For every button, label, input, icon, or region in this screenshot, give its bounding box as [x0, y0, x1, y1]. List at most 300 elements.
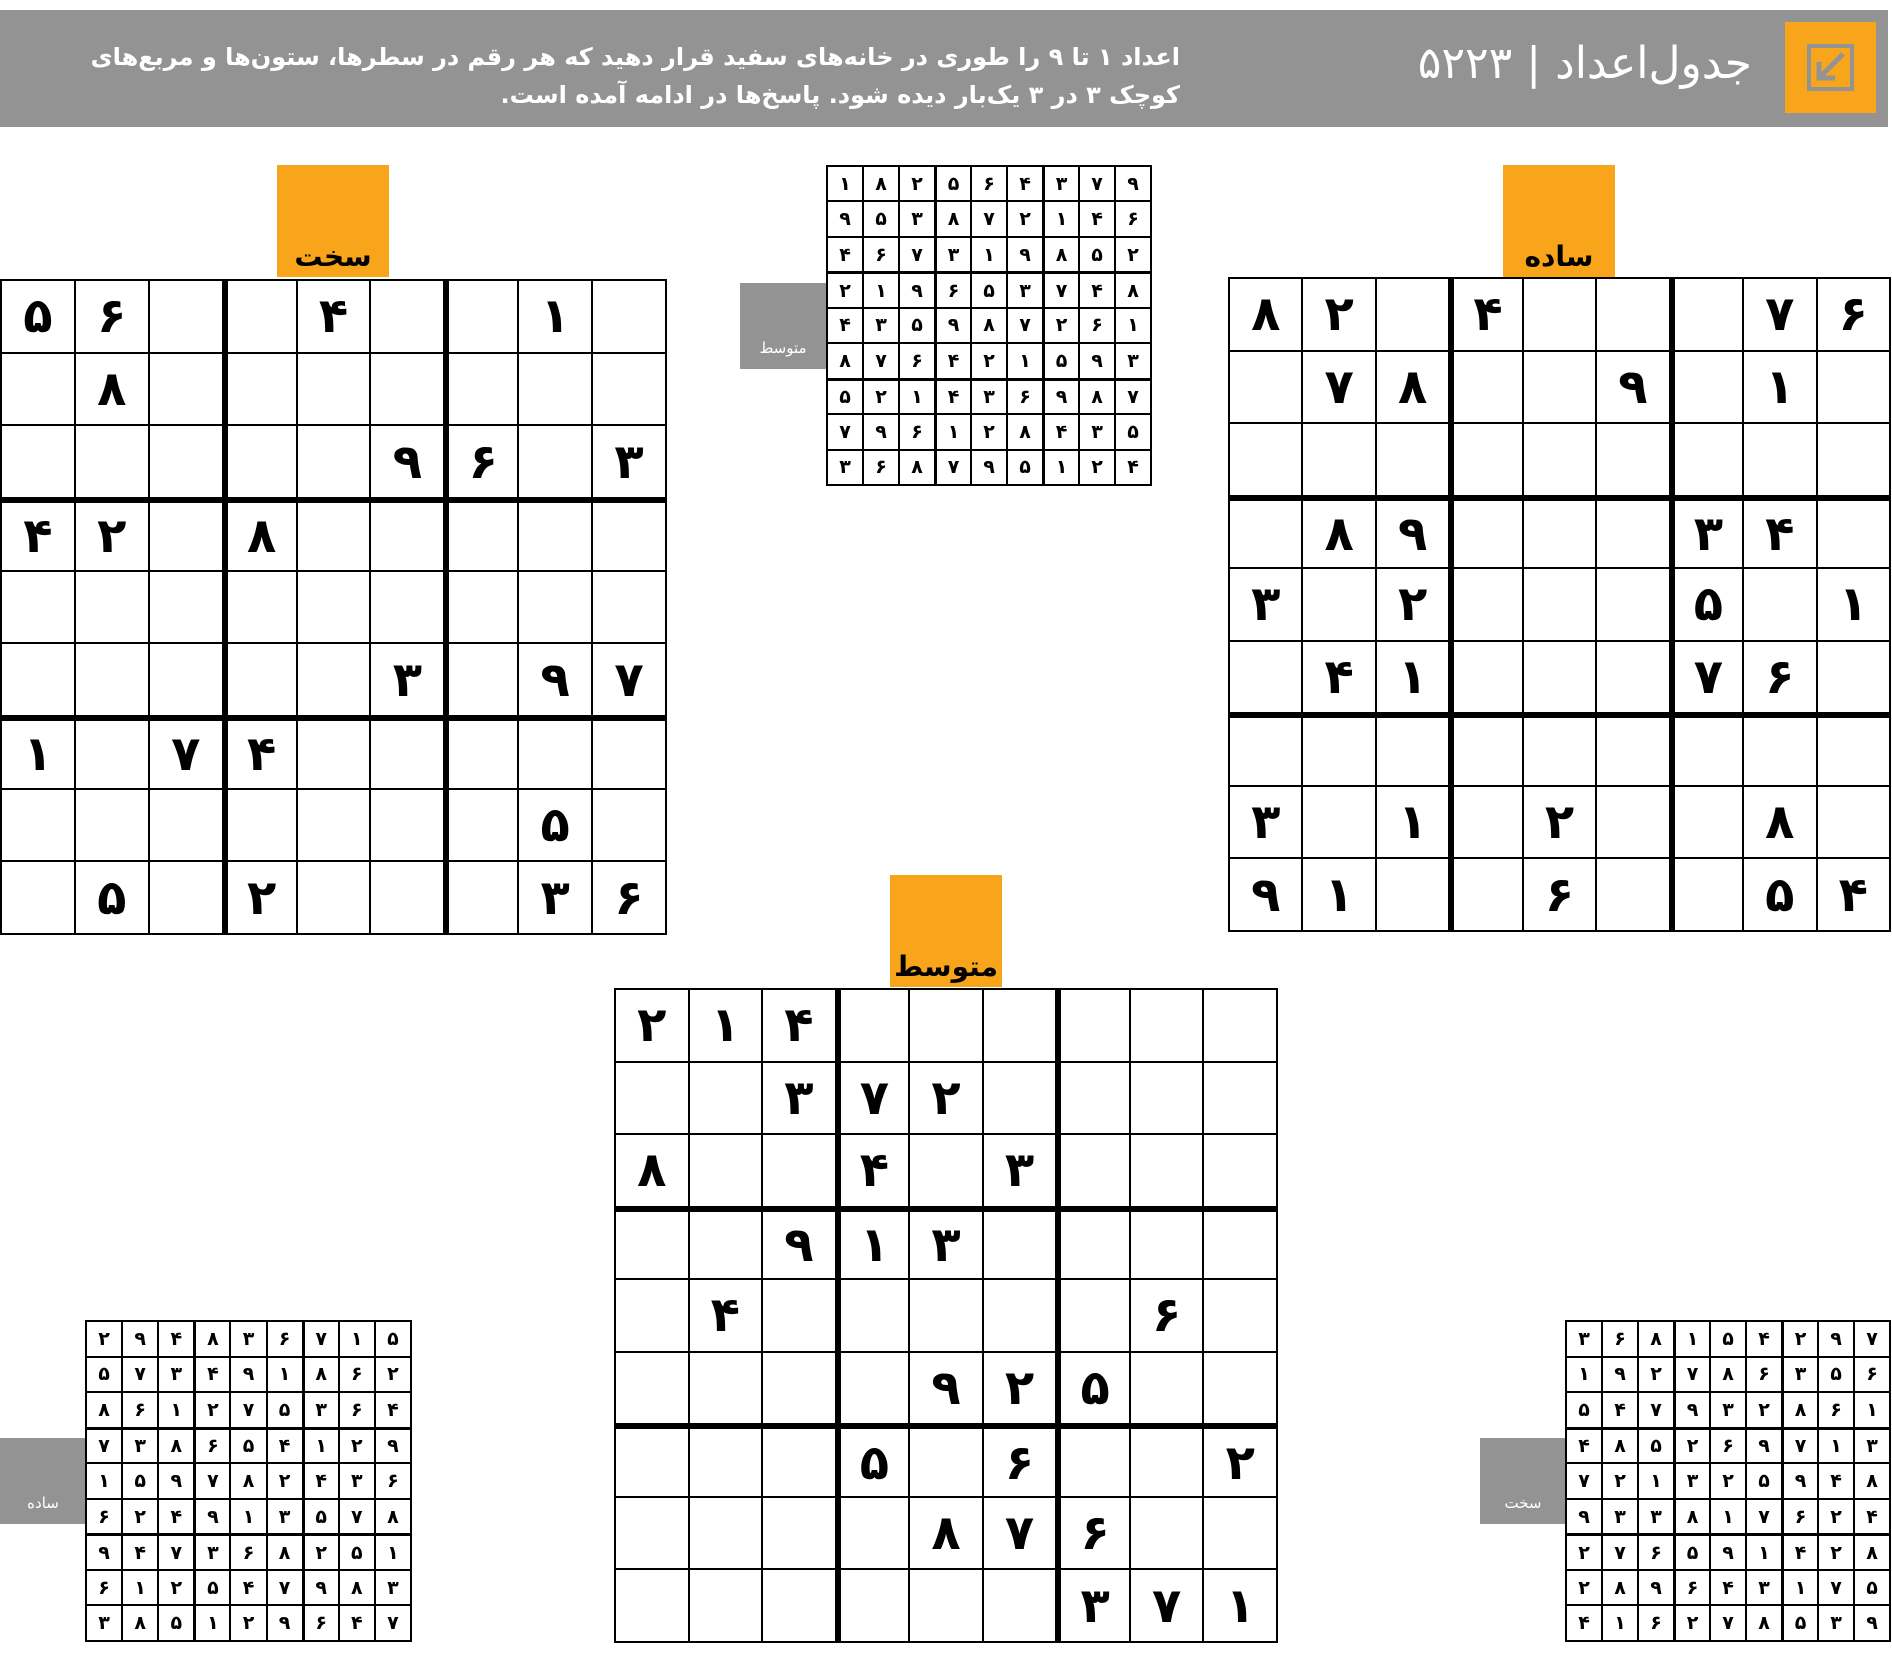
sudoku-cell[interactable]: [1449, 496, 1522, 569]
sudoku-cell[interactable]: [370, 571, 444, 644]
sudoku-cell[interactable]: [689, 1352, 763, 1425]
sudoku-cell[interactable]: [297, 643, 371, 716]
sudoku-cell[interactable]: [1302, 568, 1375, 641]
sudoku-cell[interactable]: ۳: [1229, 786, 1302, 859]
sudoku-cell[interactable]: [297, 716, 371, 789]
sudoku-cell[interactable]: [909, 1424, 983, 1497]
sudoku-cell[interactable]: [1817, 351, 1890, 424]
sudoku-cell[interactable]: ۴: [1, 498, 75, 571]
sudoku-cell[interactable]: [75, 789, 149, 862]
sudoku-cell[interactable]: [149, 571, 223, 644]
sudoku-cell[interactable]: [1056, 1279, 1130, 1352]
sudoku-cell[interactable]: ۳: [909, 1207, 983, 1280]
sudoku-cell[interactable]: [444, 571, 518, 644]
sudoku-cell[interactable]: ۵: [1743, 858, 1816, 931]
sudoku-cell[interactable]: [1743, 713, 1816, 786]
sudoku-cell[interactable]: ۴: [1302, 641, 1375, 714]
sudoku-cell[interactable]: [1302, 713, 1375, 786]
sudoku-cell[interactable]: [1449, 568, 1522, 641]
sudoku-cell: ۶: [1007, 379, 1043, 414]
sudoku-cell[interactable]: ۶: [1743, 641, 1816, 714]
sudoku-cell[interactable]: [1817, 713, 1890, 786]
sudoku-cell[interactable]: [615, 1062, 689, 1135]
sudoku-cell[interactable]: [836, 1497, 910, 1570]
sudoku-cell[interactable]: ۹: [1376, 496, 1449, 569]
sudoku-cell: ۴: [158, 1321, 194, 1357]
sudoku-cell[interactable]: [297, 861, 371, 934]
sudoku-cell: ۸: [863, 166, 899, 201]
sudoku-cell[interactable]: ۶: [983, 1424, 1057, 1497]
sudoku-cell[interactable]: [223, 571, 297, 644]
sudoku-cell[interactable]: ۱: [1, 716, 75, 789]
sudoku-cell[interactable]: [592, 280, 666, 353]
sudoku-cell: ۶: [1854, 1357, 1890, 1393]
sudoku-cell[interactable]: [1449, 351, 1522, 424]
sudoku-cell[interactable]: [1056, 1207, 1130, 1280]
sudoku-cell[interactable]: [1596, 278, 1669, 351]
sudoku-cell[interactable]: ۴: [762, 989, 836, 1062]
sudoku-cell[interactable]: ۶: [1130, 1279, 1204, 1352]
sudoku-cell[interactable]: [223, 425, 297, 498]
sudoku-cell: ۶: [971, 166, 1007, 201]
sudoku-cell[interactable]: [1596, 641, 1669, 714]
sudoku-cell[interactable]: [1056, 1062, 1130, 1135]
sudoku-cell[interactable]: ۳: [1229, 568, 1302, 641]
sudoku-cell[interactable]: [689, 1134, 763, 1207]
sudoku-cell[interactable]: [762, 1497, 836, 1570]
sudoku-cell[interactable]: [370, 789, 444, 862]
sudoku-cell[interactable]: [297, 571, 371, 644]
sudoku-cell[interactable]: [444, 353, 518, 426]
sudoku-cell: ۱: [1007, 343, 1043, 378]
sudoku-cell[interactable]: [983, 1062, 1057, 1135]
sudoku-cell[interactable]: [592, 498, 666, 571]
sudoku-cell: ۴: [303, 1463, 339, 1499]
sudoku-cell[interactable]: [1670, 423, 1743, 496]
sudoku-cell[interactable]: [370, 716, 444, 789]
sudoku-cell[interactable]: [518, 353, 592, 426]
sudoku-cell[interactable]: ۷: [1130, 1569, 1204, 1642]
sudoku-cell[interactable]: [762, 1279, 836, 1352]
sudoku-cell[interactable]: [1817, 423, 1890, 496]
sudoku-cell: ۷: [935, 450, 971, 485]
sudoku-cell[interactable]: [1229, 641, 1302, 714]
sudoku-cell: ۷: [1602, 1534, 1638, 1570]
sudoku-cell[interactable]: ۲: [909, 1062, 983, 1135]
sudoku-cell[interactable]: [149, 498, 223, 571]
sudoku-cell[interactable]: ۵: [518, 789, 592, 862]
sudoku-cell[interactable]: [1743, 568, 1816, 641]
sudoku-cell[interactable]: [909, 1134, 983, 1207]
sudoku-cell[interactable]: [1596, 496, 1669, 569]
sudoku-cell[interactable]: [1130, 1062, 1204, 1135]
sudoku-cell[interactable]: [297, 425, 371, 498]
sudoku-cell[interactable]: [75, 425, 149, 498]
sudoku-cell[interactable]: ۸: [1302, 496, 1375, 569]
sudoku-cell[interactable]: [1523, 423, 1596, 496]
sudoku-cell: ۵: [194, 1570, 230, 1606]
sudoku-cell[interactable]: [75, 716, 149, 789]
sudoku-cell[interactable]: [836, 1352, 910, 1425]
sudoku-cell[interactable]: [444, 861, 518, 934]
sudoku-cell[interactable]: [1, 643, 75, 716]
sudoku-cell[interactable]: ۲: [983, 1352, 1057, 1425]
sudoku-cell[interactable]: [615, 1424, 689, 1497]
sudoku-cell[interactable]: [297, 789, 371, 862]
sudoku-cell[interactable]: [1523, 568, 1596, 641]
sudoku-cell[interactable]: ۷: [149, 716, 223, 789]
sudoku-cell: ۷: [1115, 379, 1151, 414]
sudoku-cell[interactable]: [1670, 351, 1743, 424]
sudoku-cell[interactable]: ۹: [1229, 858, 1302, 931]
sudoku-cell[interactable]: ۱: [518, 280, 592, 353]
sudoku-cell[interactable]: ۷: [1302, 351, 1375, 424]
sudoku-cell[interactable]: [1130, 1424, 1204, 1497]
sudoku-cell[interactable]: [1203, 1134, 1277, 1207]
sudoku-cell[interactable]: [1203, 1497, 1277, 1570]
sudoku-cell[interactable]: [1229, 713, 1302, 786]
sudoku-cell[interactable]: [1596, 713, 1669, 786]
sudoku-cell[interactable]: [370, 353, 444, 426]
sudoku-cell: ۱: [1638, 1463, 1674, 1499]
sudoku-cell[interactable]: [689, 1497, 763, 1570]
sudoku-cell[interactable]: [297, 353, 371, 426]
sudoku-cell[interactable]: [1203, 1062, 1277, 1135]
sudoku-cell[interactable]: [1, 353, 75, 426]
sudoku-cell[interactable]: ۵: [75, 861, 149, 934]
sudoku-cell[interactable]: ۴: [223, 716, 297, 789]
sudoku-cell: ۹: [1079, 343, 1115, 378]
sudoku-cell[interactable]: ۱: [1302, 858, 1375, 931]
sudoku-cell[interactable]: [1130, 1207, 1204, 1280]
sudoku-cell[interactable]: [75, 571, 149, 644]
easy-answer-grid: [85, 1320, 412, 1642]
sudoku-cell: ۵: [971, 272, 1007, 307]
sudoku-cell[interactable]: ۵: [1670, 568, 1743, 641]
sudoku-cell[interactable]: [762, 1134, 836, 1207]
sudoku-cell[interactable]: [1523, 496, 1596, 569]
sudoku-cell[interactable]: [370, 861, 444, 934]
sudoku-cell: ۴: [122, 1534, 158, 1570]
sudoku-cell: ۴: [1566, 1428, 1602, 1464]
sudoku-cell: ۳: [1638, 1499, 1674, 1535]
sudoku-cell[interactable]: [1, 425, 75, 498]
sudoku-cell: ۷: [158, 1534, 194, 1570]
easy-answer-label: ساده: [27, 1494, 59, 1512]
sudoku-cell: ۷: [267, 1570, 303, 1606]
sudoku-cell: ۶: [339, 1357, 375, 1393]
sudoku-cell[interactable]: ۲: [1376, 568, 1449, 641]
sudoku-cell[interactable]: ۳: [592, 425, 666, 498]
sudoku-cell[interactable]: [149, 353, 223, 426]
sudoku-cell[interactable]: ۱: [836, 1207, 910, 1280]
sudoku-cell[interactable]: [1056, 1424, 1130, 1497]
sudoku-cell: ۷: [303, 1321, 339, 1357]
sudoku-cell[interactable]: ۴: [1449, 278, 1522, 351]
sudoku-cell[interactable]: [1817, 496, 1890, 569]
sudoku-cell[interactable]: [1449, 641, 1522, 714]
sudoku-cell[interactable]: [983, 1569, 1057, 1642]
sudoku-cell[interactable]: ۷: [1670, 641, 1743, 714]
sudoku-cell: ۹: [1710, 1534, 1746, 1570]
sudoku-cell: ۸: [1602, 1570, 1638, 1606]
sudoku-cell[interactable]: ۴: [297, 280, 371, 353]
sudoku-cell[interactable]: [983, 1207, 1057, 1280]
sudoku-cell[interactable]: ۴: [1817, 858, 1890, 931]
sudoku-cell: ۴: [1115, 450, 1151, 485]
sudoku-cell[interactable]: [1670, 278, 1743, 351]
sudoku-cell[interactable]: [223, 353, 297, 426]
sudoku-cell[interactable]: [149, 643, 223, 716]
sudoku-cell: ۱: [827, 166, 863, 201]
sudoku-cell[interactable]: [370, 498, 444, 571]
sudoku-cell[interactable]: [983, 989, 1057, 1062]
sudoku-cell[interactable]: ۱: [1817, 568, 1890, 641]
sudoku-cell[interactable]: [689, 1062, 763, 1135]
sudoku-cell[interactable]: ۴: [689, 1279, 763, 1352]
sudoku-cell[interactable]: ۸: [1229, 278, 1302, 351]
sudoku-cell[interactable]: ۷: [592, 643, 666, 716]
sudoku-cell: ۷: [1007, 308, 1043, 343]
sudoku-cell[interactable]: [149, 789, 223, 862]
sudoku-cell: ۹: [1007, 237, 1043, 272]
sudoku-cell[interactable]: [149, 425, 223, 498]
sudoku-cell[interactable]: ۷: [1743, 278, 1816, 351]
sudoku-cell: ۷: [230, 1392, 266, 1428]
sudoku-cell[interactable]: [444, 498, 518, 571]
sudoku-cell[interactable]: [1056, 989, 1130, 1062]
sudoku-cell[interactable]: [1670, 713, 1743, 786]
sudoku-cell[interactable]: [1130, 1352, 1204, 1425]
sudoku-cell[interactable]: ۶: [592, 861, 666, 934]
sudoku-cell[interactable]: [518, 716, 592, 789]
sudoku-cell[interactable]: [909, 1279, 983, 1352]
sudoku-cell: ۶: [1674, 1570, 1710, 1606]
sudoku-cell: ۷: [863, 343, 899, 378]
sudoku-cell[interactable]: [689, 1569, 763, 1642]
sudoku-cell[interactable]: [444, 716, 518, 789]
sudoku-cell[interactable]: [1302, 423, 1375, 496]
sudoku-cell[interactable]: [1376, 423, 1449, 496]
sudoku-cell[interactable]: [518, 425, 592, 498]
sudoku-cell[interactable]: ۷: [983, 1497, 1057, 1570]
sudoku-cell[interactable]: [1596, 423, 1669, 496]
sudoku-cell: ۲: [303, 1534, 339, 1570]
sudoku-cell[interactable]: [1817, 641, 1890, 714]
sudoku-cell[interactable]: [1449, 423, 1522, 496]
sudoku-cell[interactable]: [1523, 641, 1596, 714]
sudoku-cell[interactable]: [1376, 713, 1449, 786]
sudoku-cell[interactable]: ۳: [518, 861, 592, 934]
sudoku-cell[interactable]: ۳: [370, 643, 444, 716]
sudoku-cell: ۲: [863, 379, 899, 414]
sudoku-cell: ۶: [122, 1392, 158, 1428]
sudoku-cell[interactable]: [1523, 351, 1596, 424]
sudoku-cell[interactable]: [689, 1207, 763, 1280]
sudoku-cell[interactable]: [1229, 351, 1302, 424]
sudoku-cell[interactable]: [983, 1279, 1057, 1352]
sudoku-cell[interactable]: [1670, 858, 1743, 931]
sudoku-cell[interactable]: ۵: [836, 1424, 910, 1497]
sudoku-cell: ۶: [1710, 1428, 1746, 1464]
sudoku-cell[interactable]: [370, 280, 444, 353]
sudoku-cell[interactable]: [1203, 1352, 1277, 1425]
sudoku-cell[interactable]: [762, 1352, 836, 1425]
sudoku-cell[interactable]: ۲: [75, 498, 149, 571]
sudoku-cell[interactable]: [615, 1497, 689, 1570]
sudoku-cell[interactable]: [518, 571, 592, 644]
sudoku-cell: ۵: [827, 379, 863, 414]
sudoku-cell[interactable]: [1, 571, 75, 644]
sudoku-cell[interactable]: [1523, 713, 1596, 786]
sudoku-cell[interactable]: ۸: [223, 498, 297, 571]
sudoku-cell[interactable]: ۸: [909, 1497, 983, 1570]
sudoku-cell[interactable]: [1596, 786, 1669, 859]
sudoku-cell[interactable]: ۷: [836, 1062, 910, 1135]
sudoku-cell[interactable]: [592, 353, 666, 426]
sudoku-cell[interactable]: [592, 571, 666, 644]
sudoku-cell[interactable]: ۲: [1302, 278, 1375, 351]
sudoku-cell[interactable]: [1203, 1279, 1277, 1352]
sudoku-cell[interactable]: [444, 789, 518, 862]
sudoku-cell[interactable]: [615, 1352, 689, 1425]
sudoku-cell: ۶: [863, 237, 899, 272]
sudoku-cell[interactable]: ۵: [1, 280, 75, 353]
sudoku-cell[interactable]: ۹: [762, 1207, 836, 1280]
sudoku-cell[interactable]: ۶: [1523, 858, 1596, 931]
sudoku-cell[interactable]: ۲: [1523, 786, 1596, 859]
sudoku-cell[interactable]: [1229, 423, 1302, 496]
sudoku-cell[interactable]: ۵: [1056, 1352, 1130, 1425]
sudoku-cell[interactable]: ۳: [983, 1134, 1057, 1207]
sudoku-cell[interactable]: ۹: [518, 643, 592, 716]
sudoku-cell[interactable]: ۱: [1203, 1569, 1277, 1642]
sudoku-cell[interactable]: [1449, 858, 1522, 931]
sudoku-cell[interactable]: [1, 861, 75, 934]
sudoku-cell[interactable]: ۱: [689, 989, 763, 1062]
sudoku-cell[interactable]: ۹: [909, 1352, 983, 1425]
sudoku-cell[interactable]: ۶: [1817, 278, 1890, 351]
sudoku-cell[interactable]: ۲: [223, 861, 297, 934]
sudoku-cell[interactable]: ۴: [836, 1134, 910, 1207]
sudoku-cell[interactable]: ۲: [615, 989, 689, 1062]
sudoku-cell[interactable]: [615, 1569, 689, 1642]
sudoku-cell[interactable]: [1130, 989, 1204, 1062]
sudoku-cell[interactable]: [836, 1569, 910, 1642]
sudoku-cell[interactable]: [615, 1279, 689, 1352]
sudoku-cell[interactable]: ۶: [1056, 1497, 1130, 1570]
sudoku-cell[interactable]: [444, 643, 518, 716]
sudoku-cell: ۵: [1710, 1321, 1746, 1357]
sudoku-cell[interactable]: [1449, 786, 1522, 859]
sudoku-cell[interactable]: ۶: [75, 280, 149, 353]
sudoku-cell[interactable]: [689, 1424, 763, 1497]
sudoku-cell[interactable]: [1056, 1134, 1130, 1207]
sudoku-cell[interactable]: [149, 280, 223, 353]
sudoku-cell[interactable]: [1203, 1207, 1277, 1280]
sudoku-cell[interactable]: [1743, 423, 1816, 496]
sudoku-cell[interactable]: ۹: [1596, 351, 1669, 424]
sudoku-cell[interactable]: [518, 498, 592, 571]
sudoku-cell[interactable]: ۳: [762, 1062, 836, 1135]
sudoku-cell[interactable]: [1376, 858, 1449, 931]
sudoku-cell: ۳: [339, 1463, 375, 1499]
sudoku-cell[interactable]: [909, 1569, 983, 1642]
sudoku-cell[interactable]: ۳: [1670, 496, 1743, 569]
sudoku-cell: ۷: [1043, 272, 1079, 307]
sudoku-cell: ۲: [122, 1499, 158, 1535]
sudoku-cell[interactable]: [836, 989, 910, 1062]
sudoku-cell[interactable]: [592, 789, 666, 862]
sudoku-cell[interactable]: [223, 789, 297, 862]
sudoku-cell[interactable]: [762, 1569, 836, 1642]
sudoku-cell[interactable]: [1523, 278, 1596, 351]
sudoku-cell: ۶: [86, 1570, 122, 1606]
sudoku-cell[interactable]: ۶: [444, 425, 518, 498]
sudoku-cell: ۸: [1854, 1534, 1890, 1570]
sudoku-cell[interactable]: [1130, 1497, 1204, 1570]
sudoku-cell[interactable]: ۲: [1203, 1424, 1277, 1497]
sudoku-cell: ۲: [1674, 1428, 1710, 1464]
sudoku-cell[interactable]: ۸: [1376, 351, 1449, 424]
sudoku-cell[interactable]: ۸: [1743, 786, 1816, 859]
sudoku-cell: ۳: [935, 237, 971, 272]
sudoku-cell: ۹: [1602, 1357, 1638, 1393]
sudoku-cell[interactable]: [1670, 786, 1743, 859]
sudoku-cell[interactable]: [1229, 496, 1302, 569]
sudoku-cell[interactable]: [1449, 713, 1522, 786]
sudoku-cell: ۲: [1782, 1321, 1818, 1357]
sudoku-cell[interactable]: ۱: [1376, 641, 1449, 714]
sudoku-cell: ۳: [1007, 272, 1043, 307]
sudoku-cell[interactable]: ۱: [1743, 351, 1816, 424]
sudoku-cell[interactable]: [1376, 278, 1449, 351]
sudoku-cell[interactable]: [223, 280, 297, 353]
sudoku-cell[interactable]: ۸: [615, 1134, 689, 1207]
sudoku-cell[interactable]: [909, 989, 983, 1062]
sudoku-cell: ۸: [827, 343, 863, 378]
sudoku-cell: ۶: [303, 1605, 339, 1641]
sudoku-cell[interactable]: [1817, 786, 1890, 859]
sudoku-cell: ۸: [1638, 1321, 1674, 1357]
sudoku-cell[interactable]: [836, 1279, 910, 1352]
sudoku-cell[interactable]: ۱: [1376, 786, 1449, 859]
sudoku-cell[interactable]: [1596, 858, 1669, 931]
sudoku-cell[interactable]: ۳: [1056, 1569, 1130, 1642]
sudoku-cell[interactable]: [223, 643, 297, 716]
sudoku-cell[interactable]: [1130, 1134, 1204, 1207]
sudoku-cell: ۴: [1854, 1499, 1890, 1535]
sudoku-cell[interactable]: [297, 498, 371, 571]
sudoku-cell[interactable]: [1, 789, 75, 862]
sudoku-cell[interactable]: ۸: [75, 353, 149, 426]
sudoku-cell[interactable]: [75, 643, 149, 716]
sudoku-cell[interactable]: ۴: [1743, 496, 1816, 569]
sudoku-cell[interactable]: [762, 1424, 836, 1497]
sudoku-cell[interactable]: [149, 861, 223, 934]
sudoku-cell[interactable]: [444, 280, 518, 353]
sudoku-cell[interactable]: [1596, 568, 1669, 641]
sudoku-cell: ۲: [899, 166, 935, 201]
sudoku-cell[interactable]: [1203, 989, 1277, 1062]
sudoku-cell: ۱: [863, 272, 899, 307]
sudoku-cell: ۹: [1854, 1605, 1890, 1641]
sudoku-cell[interactable]: [592, 716, 666, 789]
sudoku-cell: ۷: [122, 1357, 158, 1393]
sudoku-cell[interactable]: [1302, 786, 1375, 859]
sudoku-cell[interactable]: ۹: [370, 425, 444, 498]
sudoku-cell[interactable]: [615, 1207, 689, 1280]
